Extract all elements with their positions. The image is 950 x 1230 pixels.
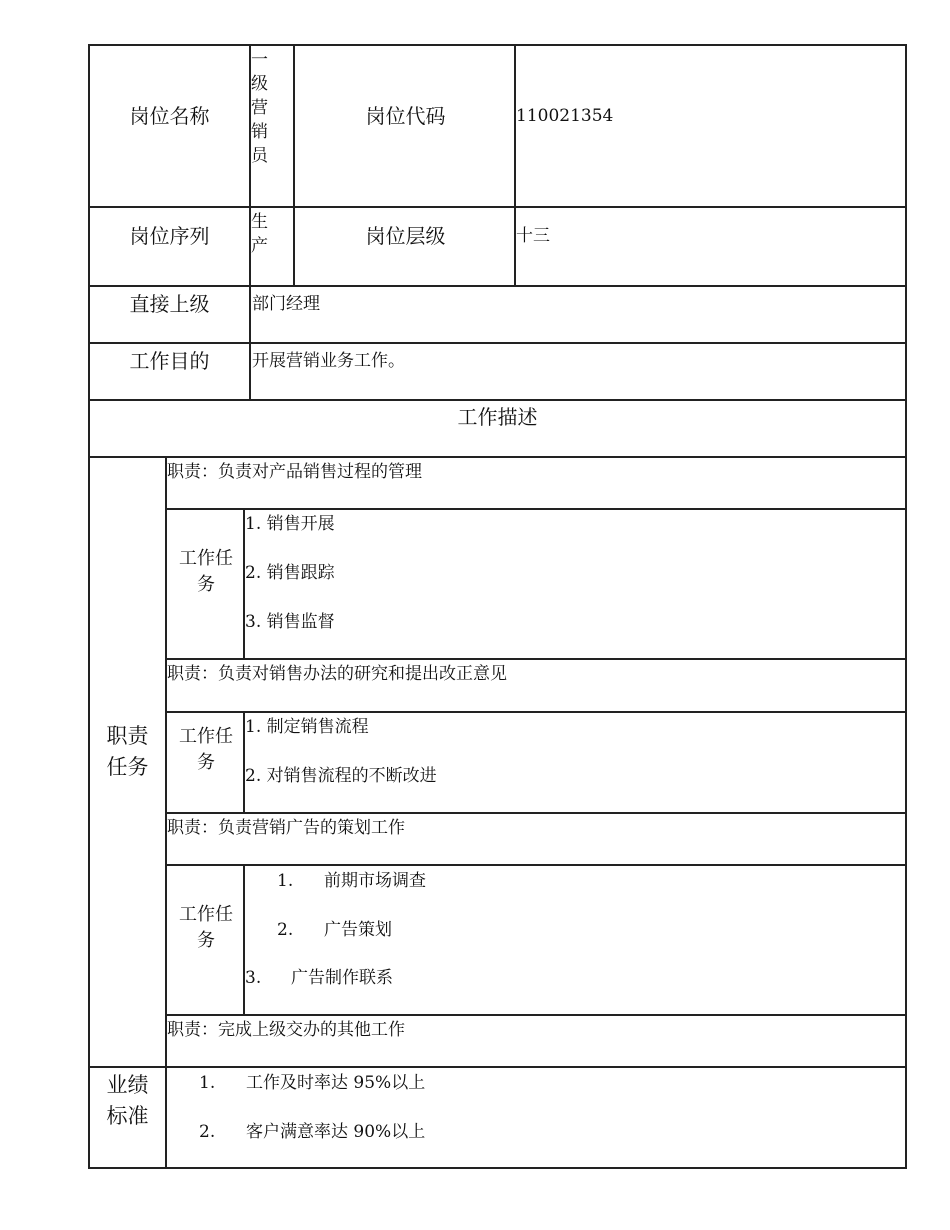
description-title: 工作描述	[457, 405, 538, 429]
post-code-value: 110021354	[516, 106, 614, 126]
duty-title: 职责：完成上级交办的其他工作	[167, 1020, 405, 1040]
task-label-cell	[167, 546, 245, 598]
job-description-table	[88, 44, 907, 1169]
superior-value: 部门经理	[252, 294, 320, 314]
performance-item: 客户满意率达 90%以上	[246, 1122, 426, 1142]
divider	[514, 44, 516, 286]
performance-number: 2.	[199, 1122, 216, 1142]
divider	[88, 1066, 907, 1068]
border-top	[88, 44, 907, 46]
performance-number: 1.	[199, 1073, 216, 1093]
duty-title: 职责：负责营销广告的策划工作	[167, 818, 405, 838]
task-label: 工作任务	[179, 726, 233, 773]
divider	[166, 812, 907, 814]
task-item: 广告策划	[324, 920, 392, 940]
task-item: 3. 销售监督	[245, 612, 335, 632]
divider	[166, 1014, 907, 1016]
task-label-cell	[167, 724, 245, 776]
task-item: 1. 制定销售流程	[245, 717, 369, 737]
task-item: 1. 销售开展	[245, 514, 335, 534]
task-number: 1.	[277, 871, 294, 891]
post-name-value: 一级营销员	[251, 50, 268, 166]
performance-label: 业绩标准	[106, 1073, 149, 1128]
divider	[293, 44, 295, 286]
divider	[88, 342, 907, 344]
divider	[166, 711, 907, 713]
sequence-value: 生产	[251, 212, 268, 256]
task-item: 2. 对销售流程的不断改进	[245, 766, 437, 786]
divider	[88, 399, 907, 401]
superior-label: 直接上级	[129, 292, 210, 316]
duties-label-cell	[88, 721, 167, 783]
level-label: 岗位层级	[365, 224, 446, 248]
post-code-label: 岗位代码	[365, 104, 446, 128]
task-label: 工作任务	[179, 904, 233, 951]
task-item: 前期市场调查	[324, 871, 426, 891]
duties-label: 职责任务	[106, 724, 149, 779]
duty-title: 职责：负责对产品销售过程的管理	[167, 462, 422, 482]
task-label: 工作任务	[179, 548, 233, 595]
performance-item: 工作及时率达 95%以上	[246, 1073, 426, 1093]
task-item: 2. 销售跟踪	[245, 563, 335, 583]
border-right	[905, 44, 907, 1169]
level-value: 十三	[516, 226, 550, 246]
purpose-value: 开展营销业务工作。	[252, 351, 405, 371]
divider	[88, 206, 907, 208]
divider	[88, 285, 907, 287]
post-name-label: 岗位名称	[129, 104, 210, 128]
divider	[166, 508, 907, 510]
task-number: 3.	[245, 968, 262, 988]
border-bottom	[88, 1167, 907, 1169]
sequence-label: 岗位序列	[129, 224, 210, 248]
divider	[166, 658, 907, 660]
duty-title: 职责：负责对销售办法的研究和提出改正意见	[167, 664, 507, 684]
task-item: 广告制作联系	[291, 968, 393, 988]
border-left	[88, 44, 90, 1169]
divider	[166, 864, 907, 866]
divider	[88, 456, 907, 458]
task-label-cell	[167, 902, 245, 954]
performance-label-cell	[88, 1070, 167, 1132]
purpose-label: 工作目的	[129, 349, 210, 373]
task-number: 2.	[277, 920, 294, 940]
